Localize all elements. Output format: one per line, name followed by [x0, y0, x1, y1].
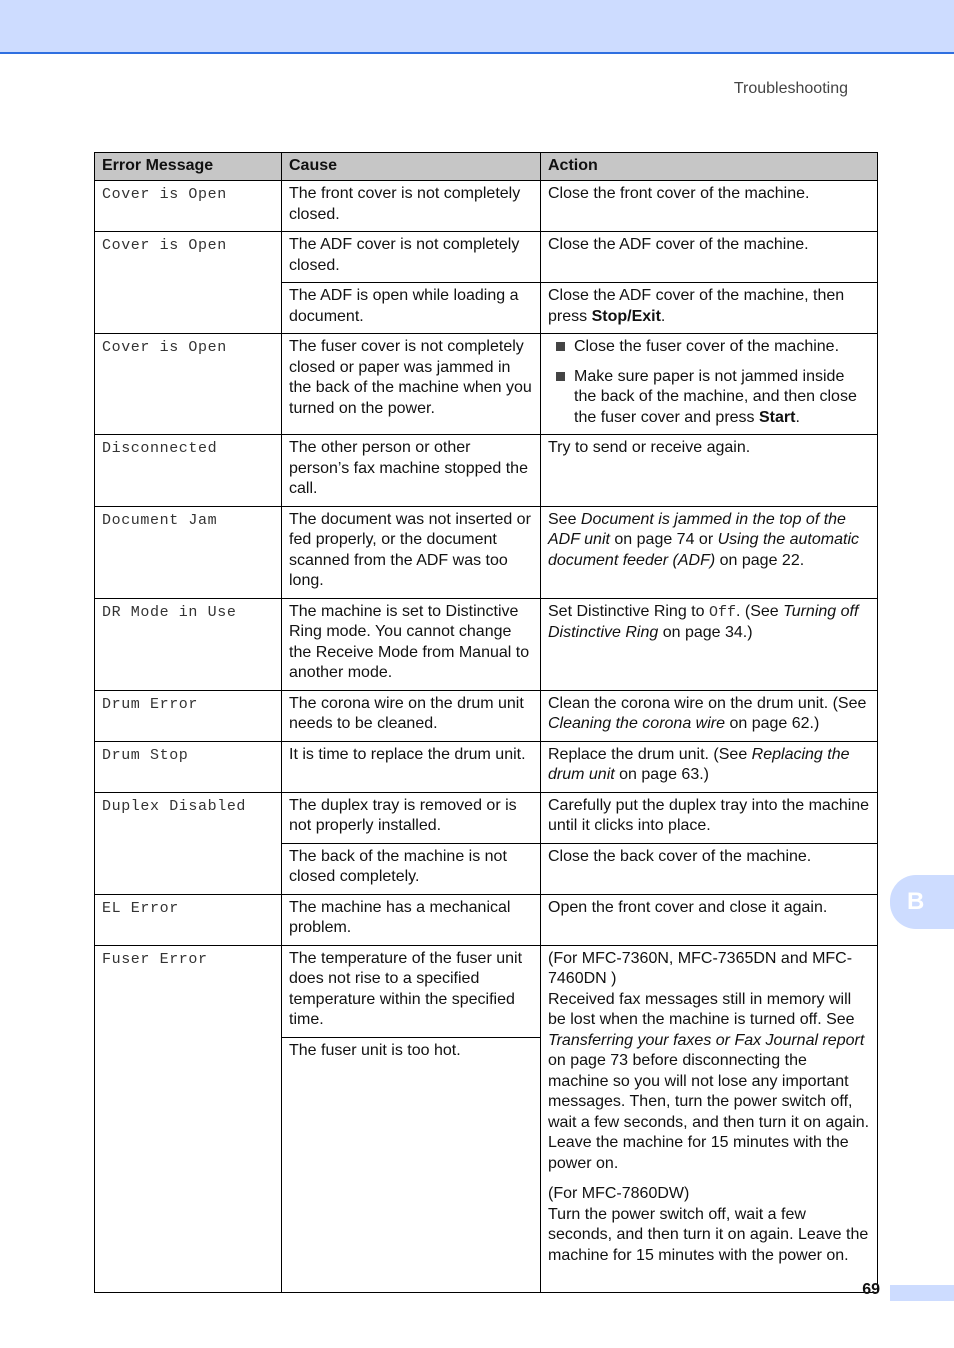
- table-row: [95, 506, 878, 598]
- paragraph-gap: [548, 1174, 870, 1184]
- action-text: . (See: [735, 602, 784, 620]
- action-paragraph: Turn the power switch off, wait a few seconds, and then turn it on again. Leave the machine for 15 minutes with the power on.: [548, 1205, 869, 1264]
- error-message-cell: [95, 232, 282, 334]
- error-message-table: [94, 152, 878, 1293]
- action-cell: [541, 334, 878, 435]
- list-item: [548, 367, 870, 429]
- cross-reference-link[interactable]: Document is jammed in the top of the ADF unit: [548, 510, 846, 548]
- setting-value-off: Off: [708, 603, 736, 621]
- action-cell: [541, 283, 878, 334]
- chapter-tab: B: [890, 875, 954, 929]
- cause-cell: The corona wire on the drum unit needs to be cleaned.: [282, 690, 541, 741]
- table-row: [95, 334, 878, 435]
- start-key-label: Start: [758, 408, 796, 426]
- action-bullet-list: [548, 337, 870, 428]
- error-message-text: DR Mode in Use: [102, 603, 237, 621]
- stop-exit-key-label: Stop/Exit: [591, 307, 661, 325]
- action-cell: Open the front cover and close it again.: [541, 894, 878, 945]
- action-cell: Try to send or receive again.: [541, 435, 878, 507]
- error-message-cell: [95, 334, 282, 435]
- cause-cell: The fuser cover is not completely closed or paper was jammed in the back of the machine when you turned on the power.: [282, 334, 541, 435]
- cause-cell: The document was not inserted or fed properly, or the document scanned from the ADF was too long.: [282, 506, 541, 598]
- action-cell: [541, 506, 878, 598]
- cause-cell: The other person or other person’s fax machine stopped the call.: [282, 435, 541, 507]
- action-cell: Close the front cover of the machine.: [541, 181, 878, 232]
- error-message-text: Fuser Error: [102, 950, 208, 968]
- action-text: See: [548, 510, 581, 528]
- error-message-cell: [95, 945, 282, 1292]
- cause-cell: The temperature of the fuser unit does not rise to a specified temperature within the specified time.: [282, 945, 541, 1037]
- action-cell: Close the back cover of the machine.: [541, 843, 878, 894]
- action-cell: [541, 741, 878, 792]
- action-text: Replace the drum unit. (See: [548, 745, 752, 763]
- cross-reference-link[interactable]: Turning off Distinctive Ring: [548, 602, 859, 641]
- action-cell: Close the ADF cover of the machine.: [541, 232, 878, 283]
- page-number: 69: [862, 1281, 880, 1298]
- table-row: [95, 792, 878, 843]
- column-header-error-message: Error Message: [95, 153, 282, 181]
- table-row: [95, 690, 878, 741]
- error-message-cell: [95, 181, 282, 232]
- action-text: Received fax messages still in memory will be lost when the machine is turned off. See: [548, 990, 855, 1028]
- cause-cell: The machine is set to Distinctive Ring mode. You cannot change the Receive Mode from Manual to another mode.: [282, 598, 541, 690]
- error-message-text: Cover is Open: [102, 237, 227, 254]
- section-title: Troubleshooting: [733, 80, 848, 97]
- table-row: [95, 232, 878, 283]
- action-cell: Carefully put the duplex tray into the machine until it clicks into place.: [541, 792, 878, 843]
- list-item: [548, 337, 870, 358]
- error-message-text: Drum Error: [102, 695, 199, 713]
- action-text: on page 22.: [715, 551, 805, 569]
- cross-reference-link[interactable]: Cleaning the corona wire: [548, 715, 725, 732]
- square-bullet-icon: [556, 372, 565, 381]
- error-message-cell: [95, 741, 282, 792]
- table-row: [95, 945, 878, 1037]
- cause-cell: The fuser unit is too hot.: [282, 1037, 541, 1292]
- action-text: on page 74 or: [609, 531, 718, 548]
- error-message-text: Disconnected: [102, 440, 218, 457]
- model-note: (For MFC-7360N, MFC-7365DN and MFC-7460DN ): [548, 949, 853, 987]
- column-header-action: Action: [541, 153, 878, 181]
- action-text: .: [660, 307, 666, 325]
- error-message-cell: [95, 506, 282, 598]
- cause-cell: The duplex tray is removed or is not properly installed.: [282, 792, 541, 843]
- action-text: on page 34.): [658, 624, 753, 641]
- square-bullet-icon: [556, 342, 565, 351]
- action-cell: [541, 598, 878, 690]
- table-header-row: [95, 153, 878, 181]
- cause-cell: The ADF is open while loading a document.: [282, 283, 541, 334]
- action-cell: [541, 945, 878, 1292]
- table-row: [95, 894, 878, 945]
- cause-cell: The ADF cover is not completely closed.: [282, 232, 541, 283]
- cross-reference-link[interactable]: Using the automatic document feeder (ADF): [548, 531, 859, 569]
- table-row: [95, 741, 878, 792]
- table-row: [95, 435, 878, 507]
- action-cell: [541, 690, 878, 741]
- error-message-text: EL Error: [102, 899, 179, 917]
- error-message-text: Cover is Open: [102, 186, 227, 203]
- action-text: Close the ADF cover of the machine, then press: [548, 287, 845, 325]
- bullet-text: .: [795, 408, 800, 426]
- bullet-text: Close the fuser cover of the machine.: [574, 338, 840, 355]
- table-row: [95, 598, 878, 690]
- error-message-cell: [95, 435, 282, 507]
- action-text: Clean the corona wire on the drum unit. (See: [548, 694, 867, 712]
- error-message-text: Duplex Disabled: [102, 797, 247, 815]
- cross-reference-link[interactable]: Replacing the drum unit: [548, 745, 850, 783]
- cause-cell: The back of the machine is not closed completely.: [282, 843, 541, 894]
- error-message-cell: [95, 598, 282, 690]
- action-text: Set Distinctive Ring to: [548, 602, 709, 620]
- top-header-band: [0, 0, 954, 54]
- action-text: on page 63.): [614, 766, 709, 783]
- footer-accent-bar: [890, 1285, 954, 1301]
- error-message-text: Document Jam: [102, 511, 218, 529]
- cause-cell: It is time to replace the drum unit.: [282, 741, 541, 792]
- error-message-text: Cover is Open: [102, 339, 227, 356]
- action-text: on page 62.): [725, 715, 820, 732]
- action-paragraph: [548, 990, 870, 1175]
- error-message-cell: [95, 894, 282, 945]
- action-text: on page 73 before disconnecting the machine so you will not lose any important messages. Then, turn the power switch off, wait a few seconds, and then turn it on again. Leave the machine for 15 minutes with the power on.: [548, 1052, 870, 1172]
- cause-cell: The front cover is not completely closed.: [282, 181, 541, 232]
- model-note: (For MFC-7860DW): [548, 1185, 690, 1202]
- cross-reference-link[interactable]: Transferring your faxes or Fax Journal report: [548, 1031, 865, 1049]
- table-row: [95, 181, 878, 232]
- error-message-text: Drum Stop: [102, 746, 189, 764]
- column-header-cause: Cause: [282, 153, 541, 181]
- error-message-cell: [95, 690, 282, 741]
- error-message-cell: [95, 792, 282, 894]
- bullet-text: Make sure paper is not jammed inside the back of the machine, and then close the fuser cover and press: [574, 367, 857, 426]
- cause-cell: The machine has a mechanical problem.: [282, 894, 541, 945]
